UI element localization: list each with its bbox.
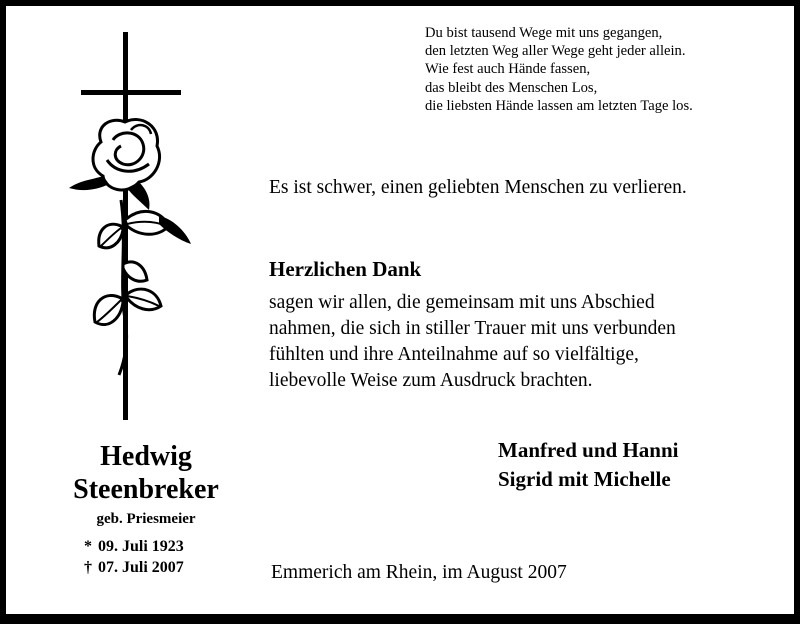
cross-rose-icon: [61, 30, 201, 422]
thanks-line: liebevolle Weise zum Ausdruck brachten.: [269, 370, 593, 391]
poem-line: Wie fest auch Hände fassen,: [425, 61, 591, 78]
birth-date-row: [84, 536, 266, 557]
last-name: Steenbreker: [73, 474, 219, 505]
obituary-card: [6, 6, 794, 614]
place-date: Emmerich am Rhein, im August 2007: [271, 562, 567, 583]
poem-line: den letzten Weg aller Wege geht jeder allein.: [425, 43, 686, 60]
thanks-line: fühlten und ihre Anteilnahme auf so vielfältige,: [269, 344, 639, 365]
life-dates: [26, 536, 266, 578]
signatory: Manfred und Hanni: [498, 438, 679, 462]
death-date: 07. Juli 2007: [98, 559, 184, 576]
poem-line: die liebsten Hände lassen am letzten Tage los.: [425, 97, 693, 114]
birth-symbol: *: [84, 538, 92, 555]
death-date-row: [84, 557, 266, 578]
signatory: Sigrid mit Michelle: [498, 467, 671, 491]
thanks-line: sagen wir allen, die gemeinsam mit uns Abschied: [269, 292, 655, 313]
thanks-text: [269, 290, 799, 394]
maiden-name: geb. Priesmeier: [96, 511, 196, 527]
poem: [425, 24, 795, 115]
death-symbol: †: [84, 559, 92, 576]
deceased-block: [26, 440, 266, 578]
subtitle: Es ist schwer, einen geliebten Menschen zu verlieren.: [269, 177, 687, 198]
thanks-title: Herzlichen Dank: [269, 257, 422, 281]
first-name: Hedwig: [100, 441, 192, 472]
poem-line: Du bist tausend Wege mit uns gegangen,: [425, 25, 663, 41]
poem-line: das bleibt des Menschen Los,: [425, 79, 598, 96]
signatories: [498, 436, 679, 494]
birth-date: 09. Juli 1923: [98, 538, 184, 555]
thanks-line: nahmen, die sich in stiller Trauer mit uns verbunden: [269, 318, 676, 339]
